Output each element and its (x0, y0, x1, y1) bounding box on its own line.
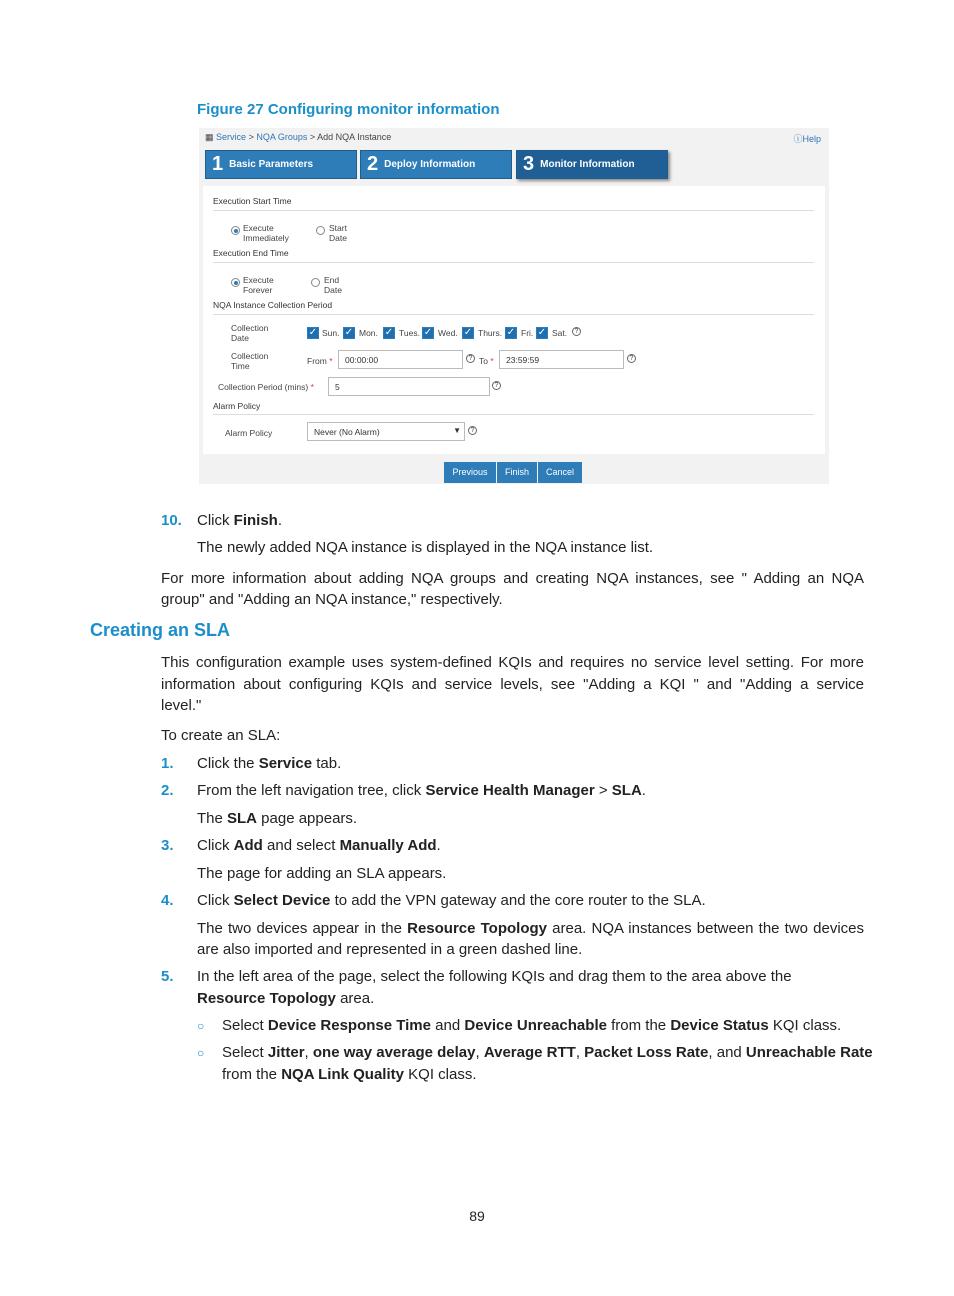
tab-label: Monitor Information (540, 159, 635, 170)
label-line: Date (329, 233, 347, 243)
label-sat: Sat. (552, 328, 568, 338)
label-line: Forever (243, 285, 273, 295)
checkbox-wed[interactable]: ✓ (423, 327, 433, 338)
label-line: Collection (231, 323, 269, 333)
radio-execute-immediately[interactable] (231, 226, 240, 235)
collection-period-input[interactable]: 5 (328, 377, 490, 396)
text: Click the (197, 755, 259, 772)
step-number: 2. (161, 782, 174, 799)
label-end-date (324, 275, 342, 295)
intro-line2: information about configuring KQIs and service levels, see "Adding a KQI " and "Adding a service (161, 676, 864, 693)
divider (213, 314, 814, 315)
bullet-1 (222, 1015, 841, 1036)
step-number: 10. (161, 512, 182, 529)
bold-term: Jitter (267, 1044, 305, 1061)
text: Select (222, 1044, 268, 1061)
label-collection-time (231, 351, 268, 371)
label-sun: Sun. (322, 328, 340, 338)
step-10-text (197, 510, 282, 531)
step-4-result-line2: are also imported and represented in a green dashed line. (197, 941, 583, 958)
step-4 (197, 890, 706, 911)
text: from the (606, 1017, 671, 1034)
text: Select (222, 1017, 268, 1034)
tab-label: Basic Parameters (229, 159, 314, 170)
label-alarm-policy: Alarm Policy (225, 428, 273, 438)
label-line: Time (231, 361, 250, 371)
label-tues: Tues. (399, 328, 420, 338)
step-4-result-line1 (197, 918, 864, 939)
text: to add the VPN gateway and the core router to the SLA. (330, 892, 706, 909)
help-question-icon[interactable]: ? (466, 354, 475, 363)
text: , and (708, 1044, 746, 1061)
step-2 (197, 780, 646, 801)
figure-caption: Figure 27 Configuring monitor information (197, 101, 500, 118)
intro-line3: level." (161, 697, 202, 714)
radio-end-date[interactable] (311, 278, 320, 287)
bold-term: Resource Topology (197, 990, 336, 1007)
divider (213, 210, 814, 211)
help-question-icon[interactable]: ? (468, 426, 477, 435)
label-from (307, 356, 333, 366)
step-number: 3. (161, 837, 174, 854)
radio-execute-forever[interactable] (231, 278, 240, 287)
tab-number: 2 (367, 153, 379, 175)
bold-term: SLA (227, 810, 258, 827)
chevron-down-icon: ▼ (453, 426, 461, 435)
label-execute-immediately (243, 223, 289, 243)
bold-term: Average RTT (483, 1044, 576, 1061)
text: The two devices appear in the (197, 920, 408, 937)
step-5-line1: In the left area of the page, select the following KQIs and drag them to the area above the (197, 968, 792, 985)
label-start-date (329, 223, 347, 243)
text: from the (222, 1066, 282, 1083)
text: > (594, 782, 612, 799)
text: KQI class. (403, 1066, 477, 1083)
bold-term: Device Response Time (267, 1017, 431, 1034)
checkbox-tues[interactable]: ✓ (384, 327, 394, 338)
help-link[interactable] (793, 132, 821, 145)
text: Click (197, 837, 234, 854)
bullet-circle-icon: ○ (197, 1046, 205, 1060)
alarm-policy-select[interactable] (307, 422, 465, 441)
help-question-icon[interactable]: ? (572, 327, 581, 336)
text: and (431, 1017, 465, 1034)
from-time-input[interactable]: 00:00:00 (338, 350, 463, 369)
tab-deploy-information[interactable] (360, 150, 512, 179)
label-thurs: Thurs. (478, 328, 503, 338)
checkbox-mon[interactable]: ✓ (344, 327, 354, 338)
label-collection-period (218, 382, 314, 392)
help-icon: ⓘ (793, 134, 803, 144)
step-10 (161, 510, 182, 531)
bullet-circle-icon: ○ (197, 1019, 205, 1033)
tab-number: 1 (212, 153, 224, 175)
bullet-2-line1 (222, 1042, 873, 1063)
step-3-result: The page for adding an SLA appears. (197, 865, 447, 882)
help-question-icon[interactable]: ? (492, 381, 501, 390)
from-text: From (307, 356, 327, 366)
bold-term: Select Device (233, 892, 331, 909)
help-label: Help (802, 134, 821, 144)
text: Click (197, 512, 234, 529)
breadcrumb (205, 132, 391, 143)
cancel-button[interactable]: Cancel (538, 462, 582, 483)
breadcrumb-service[interactable]: Service (216, 132, 247, 142)
text: , (475, 1044, 484, 1061)
label-line: Start (329, 223, 347, 233)
checkbox-sat[interactable]: ✓ (537, 327, 547, 338)
step-number: 5. (161, 968, 174, 985)
radio-start-date[interactable] (316, 226, 325, 235)
section-collection-period: NQA Instance Collection Period (213, 300, 333, 310)
text: Click (197, 892, 234, 909)
label-fri: Fri. (521, 328, 534, 338)
para-more-line1: For more information about adding NQA groups and creating NQA instances, see " Adding an NQA (161, 570, 864, 587)
previous-button[interactable]: Previous (444, 462, 496, 483)
monitor-form (203, 186, 825, 454)
help-question-icon[interactable]: ? (627, 354, 636, 363)
text: . (436, 837, 441, 854)
bold-term: SLA (611, 782, 642, 799)
breadcrumb-icon: ▦ (205, 132, 214, 142)
bold-term: Packet Loss Rate (584, 1044, 709, 1061)
label-wed: Wed. (438, 328, 458, 338)
to-text: To (479, 356, 488, 366)
bold-term: Service Health Manager (425, 782, 595, 799)
page-number: 89 (469, 1208, 485, 1224)
text: KQI class. (768, 1017, 842, 1034)
period-text: Collection Period (mins) (218, 382, 309, 392)
bold-term: Finish (233, 512, 278, 529)
label-line: Execute (243, 223, 274, 233)
checkbox-sun[interactable]: ✓ (308, 327, 318, 338)
bullet-2-line2 (222, 1064, 477, 1085)
label-line: Execute (243, 275, 274, 285)
bold-term: Device Status (670, 1017, 769, 1034)
section-alarm-policy: Alarm Policy (213, 401, 261, 411)
label-line: Immediately (243, 233, 289, 243)
bold-term: Device Unreachable (464, 1017, 607, 1034)
label-to (479, 356, 494, 366)
step-3 (197, 835, 441, 856)
to-time-input[interactable]: 23:59:59 (499, 350, 624, 369)
label-line: Collection (231, 351, 269, 361)
breadcrumb-nqa-groups[interactable]: NQA Groups (256, 132, 308, 142)
checkbox-thurs[interactable]: ✓ (463, 327, 473, 338)
step-2-result (197, 808, 357, 829)
divider (213, 262, 814, 263)
breadcrumb-sep: > (309, 132, 316, 142)
tab-label: Deploy Information (384, 159, 476, 170)
bold-term: Manually Add (339, 837, 437, 854)
required-mark: * (310, 382, 314, 392)
text: , (575, 1044, 585, 1061)
tab-monitor-information[interactable] (516, 150, 668, 179)
step-number: 1. (161, 755, 174, 772)
label-execute-forever (243, 275, 274, 295)
finish-button[interactable]: Finish (497, 462, 537, 483)
text: tab. (312, 755, 342, 772)
divider (213, 414, 814, 415)
text: area. NQA instances between the two devices (547, 920, 864, 937)
section-heading: Creating an SLA (90, 620, 231, 640)
label-line: Date (324, 285, 342, 295)
section-execution-start: Execution Start Time (213, 196, 292, 206)
step-1 (197, 753, 341, 774)
label-mon: Mon. (359, 328, 378, 338)
section-execution-end: Execution End Time (213, 248, 289, 258)
text: page appears. (257, 810, 358, 827)
nqa-screenshot (199, 128, 829, 484)
breadcrumb-sep: > (248, 132, 254, 142)
tab-number: 3 (523, 153, 535, 175)
label-line: Date (231, 333, 249, 343)
tab-basic-parameters[interactable] (205, 150, 357, 179)
para-more-line2: group" and "Adding an NQA instance," respectively. (161, 591, 503, 608)
label-collection-date (231, 323, 268, 343)
required-mark: * (490, 356, 494, 366)
step-number: 4. (161, 892, 174, 909)
alarm-policy-value: Never (No Alarm) (314, 427, 380, 437)
text: . (277, 512, 283, 529)
required-mark: * (329, 356, 333, 366)
step-10-result: The newly added NQA instance is displayed in the NQA instance list. (197, 539, 654, 556)
text: area. (335, 990, 375, 1007)
intro-line1: This configuration example uses system-defined KQIs and requires no service level setting. For more (161, 654, 864, 671)
text: From the left navigation tree, click (197, 782, 426, 799)
bold-term: Unreachable Rate (745, 1044, 873, 1061)
text: . (641, 782, 646, 799)
to-create: To create an SLA: (161, 727, 281, 744)
bold-term: Resource Topology (407, 920, 548, 937)
step-5-line2 (197, 988, 374, 1009)
checkbox-fri[interactable]: ✓ (506, 327, 516, 338)
breadcrumb-current: Add NQA Instance (317, 132, 392, 142)
text: and select (262, 837, 340, 854)
bold-term: one way average delay (312, 1044, 476, 1061)
bold-term: Service (258, 755, 313, 772)
bold-term: Add (233, 837, 263, 854)
text: The (197, 810, 228, 827)
label-line: End (324, 275, 340, 285)
text: , (304, 1044, 313, 1061)
bold-term: NQA Link Quality (281, 1066, 404, 1083)
